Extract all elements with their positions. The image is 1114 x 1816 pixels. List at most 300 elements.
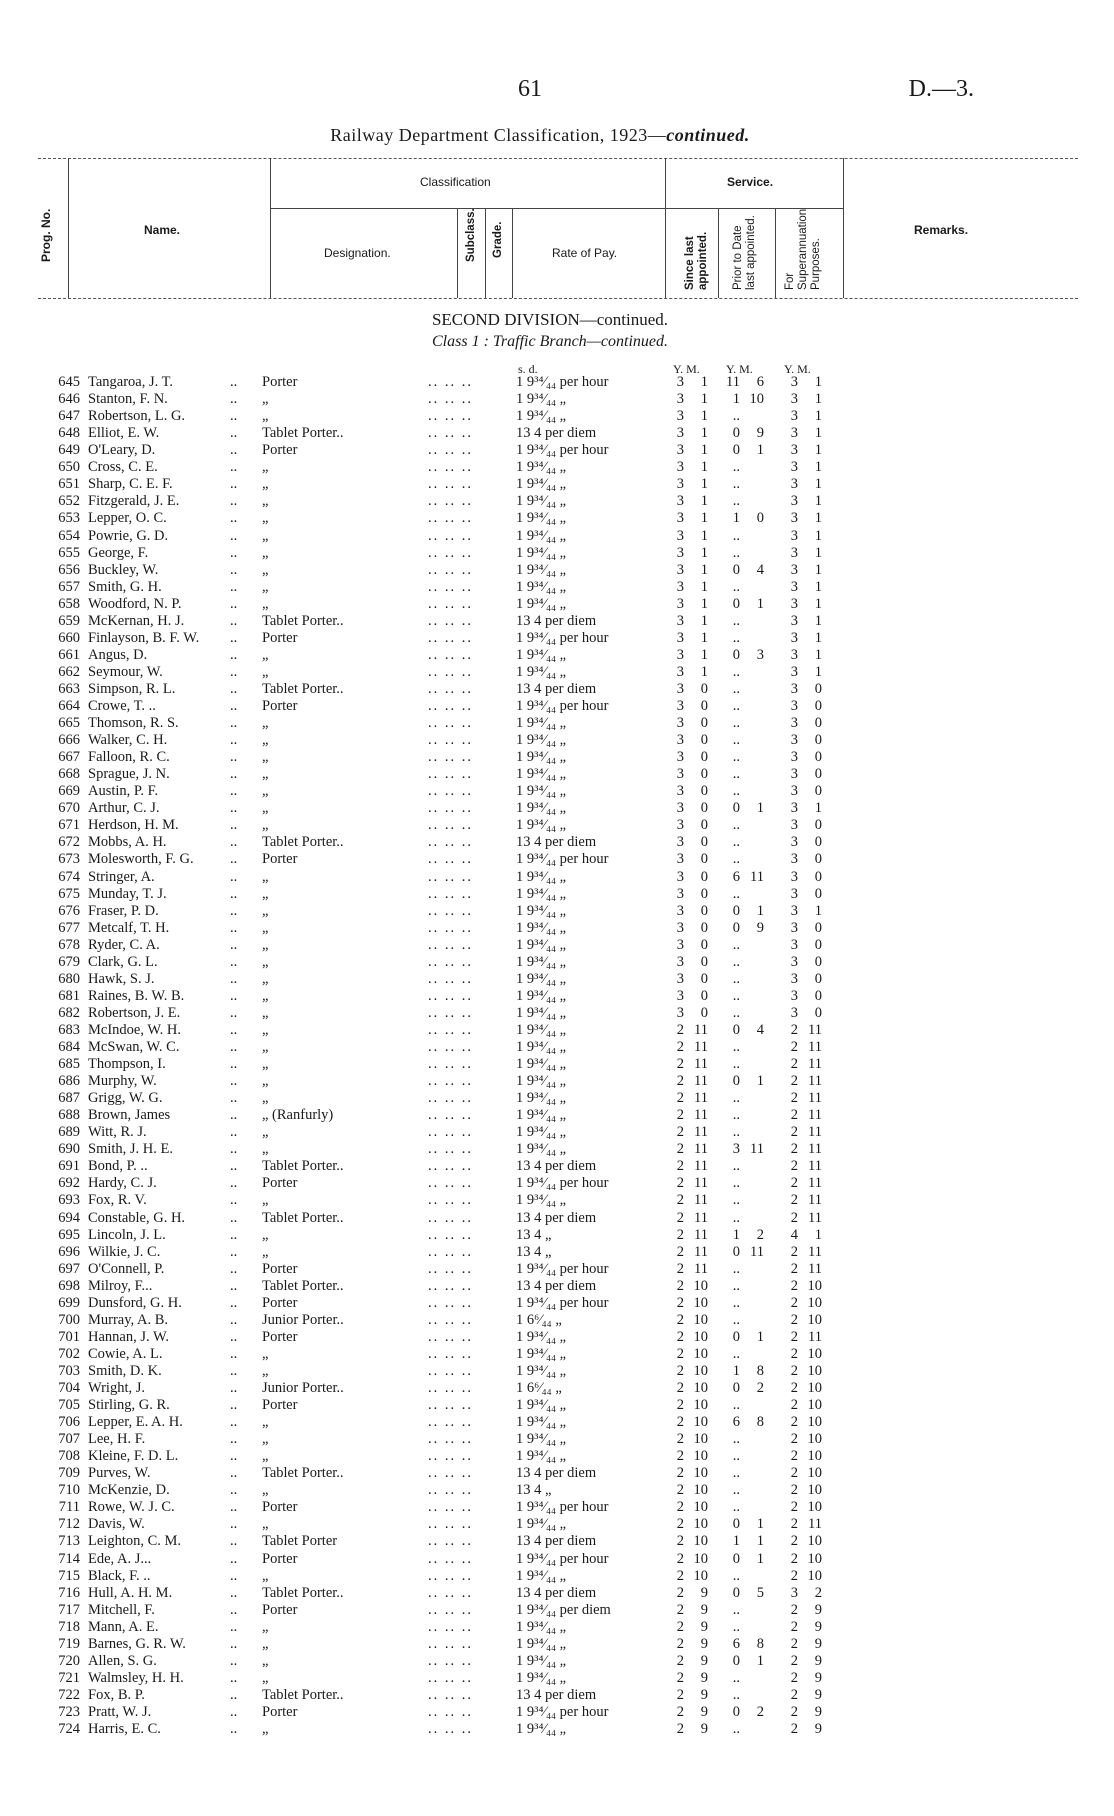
- designation-cell: „: [262, 970, 269, 987]
- prior-years-cell: ..: [732, 1192, 740, 1209]
- designation-cell: „: [262, 800, 269, 817]
- prog-cell: 654: [58, 527, 80, 544]
- prior-months-cell: 8: [756, 1414, 764, 1430]
- designation-cell: Porter: [262, 1550, 298, 1567]
- rate-of-pay-cell: 1 9³⁴⁄₄₄ „: [516, 1618, 567, 1635]
- leader-dots: .. .. ..: [428, 851, 473, 868]
- super-years-cell: 2: [790, 1345, 798, 1362]
- leader-dots: ..: [230, 578, 238, 595]
- prior-months-cell: 4: [756, 1021, 764, 1038]
- prog-cell: 701: [58, 1328, 80, 1345]
- since-years-cell: 2: [676, 1226, 684, 1243]
- since-months-cell: 10: [693, 1397, 708, 1413]
- super-years-cell: 3: [790, 885, 798, 902]
- rate-of-pay-cell: 1 9³⁴⁄₄₄ „: [516, 1107, 567, 1124]
- table-row: [0, 903, 1114, 920]
- prior-years-cell: ..: [732, 732, 740, 748]
- prog-cell: 663: [58, 680, 80, 697]
- since-years-cell: 3: [676, 374, 684, 390]
- since-years-cell: 3: [676, 493, 684, 510]
- since-months-cell: 11: [694, 1073, 708, 1090]
- prior-years-cell: ..: [732, 1004, 740, 1021]
- prior-years-cell: ..: [732, 851, 740, 868]
- name-cell: Wilkie, J. C.: [88, 1243, 161, 1260]
- prog-cell: 713: [58, 1533, 80, 1550]
- title-continued: continued.: [666, 125, 750, 145]
- table-row: [0, 1551, 1114, 1568]
- name-cell: Walker, C. H.: [88, 732, 168, 748]
- leader-dots: ..: [230, 987, 238, 1004]
- leader-dots: .. .. ..: [428, 800, 473, 817]
- designation-cell: Porter: [262, 374, 298, 390]
- super-years-cell: 3: [790, 680, 798, 697]
- prior-years-cell: ..: [732, 1158, 740, 1175]
- super-months-cell: 0: [814, 698, 822, 714]
- prior-years-cell: ..: [732, 1209, 740, 1226]
- col-divider: [843, 158, 844, 298]
- table-row: [0, 1141, 1114, 1158]
- name-cell: Grigg, W. G.: [88, 1090, 163, 1107]
- super-years-cell: 2: [790, 1618, 798, 1635]
- table-row: [0, 1022, 1114, 1039]
- since-years-cell: 2: [676, 1311, 684, 1328]
- prior-years-cell: ..: [732, 1175, 740, 1192]
- prior-years-cell: ..: [732, 1669, 740, 1686]
- name-cell: Munday, T. J.: [88, 885, 167, 902]
- prior-years-cell: ..: [732, 970, 740, 987]
- prior-years-cell: 0: [732, 1328, 740, 1345]
- prior-years-cell: 0: [732, 1073, 740, 1090]
- super-years-cell: 3: [790, 612, 798, 629]
- table-row: [0, 715, 1114, 732]
- prog-cell: 723: [58, 1703, 80, 1720]
- name-cell: Murray, A. B.: [88, 1311, 169, 1328]
- super-months-cell: 11: [808, 1107, 822, 1124]
- prior-years-cell: ..: [732, 1431, 740, 1448]
- name-cell: Hannan, J. W.: [88, 1328, 169, 1345]
- prior-years-cell: ..: [732, 1107, 740, 1124]
- prog-cell: 695: [58, 1226, 80, 1243]
- since-years-cell: 3: [676, 1004, 684, 1021]
- leader-dots: ..: [230, 1635, 238, 1652]
- name-cell: O'Leary, D.: [88, 442, 156, 459]
- table-row: [0, 1585, 1114, 1602]
- since-months-cell: 10: [693, 1294, 708, 1311]
- leader-dots: ..: [230, 442, 238, 459]
- super-months-cell: 11: [808, 1209, 822, 1226]
- prior-years-cell: 1: [732, 1226, 740, 1243]
- leader-dots: ..: [230, 1209, 238, 1226]
- leader-dots: ..: [230, 800, 238, 817]
- name-cell: Crowe, T. ..: [88, 698, 156, 714]
- prog-cell: 692: [58, 1175, 80, 1192]
- super-months-cell: 10: [807, 1345, 822, 1362]
- super-years-cell: 2: [790, 1499, 798, 1516]
- leader-dots: ..: [230, 1499, 238, 1516]
- super-years-cell: 4: [790, 1226, 798, 1243]
- table-row: [0, 1499, 1114, 1516]
- table-row: [0, 1619, 1114, 1636]
- leader-dots: .. .. ..: [428, 680, 473, 697]
- prior-years-cell: ..: [732, 663, 740, 680]
- super-months-cell: 11: [808, 1021, 822, 1038]
- col-divider: [457, 208, 458, 298]
- rate-of-pay-cell: 1 6⁶⁄₄₄ „: [516, 1380, 562, 1396]
- since-months-cell: 11: [694, 1141, 708, 1158]
- prog-cell: 703: [58, 1362, 80, 1379]
- super-months-cell: 1: [814, 391, 822, 408]
- leader-dots: ..: [230, 834, 238, 851]
- super-years-cell: 3: [790, 374, 798, 390]
- leader-dots: ..: [230, 1175, 238, 1192]
- name-cell: Raines, B. W. B.: [88, 987, 185, 1004]
- prior-months-cell: 8: [756, 1635, 764, 1652]
- super-years-cell: 3: [790, 425, 798, 442]
- designation-cell: „: [262, 663, 269, 680]
- since-months-cell: 0: [700, 885, 708, 902]
- super-months-cell: 11: [808, 1090, 822, 1107]
- since-months-cell: 11: [694, 1039, 708, 1055]
- since-unit-label: Y. M.: [673, 362, 700, 376]
- rate-of-pay-cell: 1 9³⁴⁄₄₄ „: [516, 817, 567, 834]
- designation-cell: „: [262, 1345, 269, 1362]
- prior-years-cell: ..: [732, 698, 740, 714]
- leader-dots: ..: [230, 1294, 238, 1311]
- name-cell: Thomson, R. S.: [88, 715, 179, 731]
- prior-years-cell: ..: [732, 817, 740, 834]
- leader-dots: .. .. ..: [428, 1601, 473, 1618]
- table-row: [0, 698, 1114, 715]
- super-months-cell: 0: [814, 885, 822, 902]
- rate-of-pay-cell: 13 4 „: [516, 1226, 552, 1243]
- prog-cell: 707: [58, 1431, 80, 1448]
- super-years-cell: 2: [790, 1669, 798, 1686]
- since-years-cell: 3: [676, 715, 684, 731]
- since-years-cell: 2: [676, 1328, 684, 1345]
- prog-cell: 670: [58, 800, 80, 817]
- since-months-cell: 1: [700, 476, 708, 493]
- prior-years-cell: 0: [732, 1550, 740, 1567]
- leader-dots: ..: [230, 1584, 238, 1601]
- leader-dots: .. .. ..: [428, 970, 473, 987]
- since-years-cell: 2: [676, 1039, 684, 1055]
- super-months-cell: 11: [808, 1516, 822, 1533]
- leader-dots: .. .. ..: [428, 1345, 473, 1362]
- rate-of-pay-cell: 1 9³⁴⁄₄₄ „: [516, 953, 567, 970]
- rate-of-pay-cell: 1 9³⁴⁄₄₄ „: [516, 987, 567, 1004]
- rate-of-pay-cell: 1 9³⁴⁄₄₄ „: [516, 1362, 567, 1379]
- super-months-cell: 0: [814, 715, 822, 731]
- super-years-cell: 2: [790, 1056, 798, 1072]
- prior-years-cell: ..: [732, 1567, 740, 1584]
- leader-dots: ..: [230, 1380, 238, 1396]
- leader-dots: ..: [230, 459, 238, 476]
- leader-dots: ..: [230, 1021, 238, 1038]
- table-row: [0, 596, 1114, 613]
- table-row: [0, 1295, 1114, 1312]
- leader-dots: .. .. ..: [428, 1056, 473, 1072]
- since-last-header: Since last appointed.: [684, 231, 709, 290]
- rate-of-pay-cell: 13 4 per diem: [516, 1277, 597, 1294]
- leader-dots: ..: [230, 1107, 238, 1124]
- leader-dots: ..: [230, 1345, 238, 1362]
- leader-dots: ..: [230, 1192, 238, 1209]
- table-row: [0, 442, 1114, 459]
- rate-of-pay-cell: 1 9³⁴⁄₄₄ „: [516, 1141, 567, 1158]
- super-months-cell: 1: [814, 527, 822, 544]
- since-years-cell: 3: [676, 868, 684, 885]
- table-row: [0, 1533, 1114, 1550]
- since-years-cell: 2: [676, 1431, 684, 1448]
- rate-of-pay-cell: 1 9³⁴⁄₄₄ „: [516, 715, 567, 731]
- super-months-cell: 11: [808, 1175, 822, 1192]
- since-months-cell: 10: [693, 1311, 708, 1328]
- since-years-cell: 2: [676, 1141, 684, 1158]
- since-years-cell: 3: [676, 442, 684, 459]
- name-cell: Falloon, R. C.: [88, 749, 170, 766]
- super-months-cell: 0: [814, 766, 822, 783]
- table-row: [0, 630, 1114, 647]
- designation-cell: „: [262, 459, 269, 476]
- name-cell: Pratt, W. J.: [88, 1703, 152, 1720]
- subclass-header: Subclass.: [465, 208, 477, 262]
- super-years-cell: 2: [790, 1380, 798, 1396]
- super-years-cell: 2: [790, 1652, 798, 1669]
- super-years-cell: 3: [790, 783, 798, 800]
- table-row: [0, 783, 1114, 800]
- service-header: Service.: [727, 175, 774, 189]
- table-row: [0, 1210, 1114, 1227]
- prog-cell: 706: [58, 1414, 80, 1430]
- super-years-cell: 3: [790, 1584, 798, 1601]
- since-months-cell: 1: [700, 459, 708, 476]
- table-row: [0, 937, 1114, 954]
- leader-dots: .. .. ..: [428, 1192, 473, 1209]
- rate-of-pay-cell: 13 4 per diem: [516, 1209, 597, 1226]
- since-months-cell: 1: [700, 663, 708, 680]
- super-months-cell: 1: [814, 510, 822, 527]
- title-main: Railway Department Classification, 1923—: [330, 125, 667, 145]
- since-years-cell: 2: [676, 1686, 684, 1703]
- name-cell: Brown, James: [88, 1107, 171, 1124]
- prior-years-cell: ..: [732, 1124, 740, 1141]
- designation-cell: „: [262, 885, 269, 902]
- name-cell: Lincoln, J. L.: [88, 1226, 166, 1243]
- designation-cell: „: [262, 510, 269, 527]
- prior-months-cell: 11: [750, 868, 764, 885]
- leader-dots: .. .. ..: [428, 1021, 473, 1038]
- prior-months-cell: 1: [756, 442, 764, 459]
- super-years-cell: 2: [790, 1277, 798, 1294]
- rate-of-pay-cell: 13 4 per diem: [516, 1686, 597, 1703]
- prog-cell: 662: [58, 663, 80, 680]
- prog-cell: 698: [58, 1277, 80, 1294]
- designation-cell: Porter: [262, 629, 298, 646]
- since-months-cell: 11: [694, 1260, 708, 1277]
- prior-years-cell: 0: [732, 1243, 740, 1260]
- since-months-cell: 0: [700, 902, 708, 919]
- super-months-cell: 9: [814, 1703, 822, 1720]
- leader-dots: .. .. ..: [428, 885, 473, 902]
- prog-cell: 667: [58, 749, 80, 766]
- since-years-cell: 2: [676, 1380, 684, 1396]
- name-cell: Ryder, C. A.: [88, 936, 160, 953]
- rate-of-pay-cell: 1 9³⁴⁄₄₄ per hour: [516, 1294, 609, 1311]
- name-cell: Wright, J.: [88, 1380, 146, 1396]
- super-years-cell: 3: [790, 493, 798, 510]
- super-years-cell: 2: [790, 1294, 798, 1311]
- prior-years-cell: 6: [732, 1635, 740, 1652]
- super-months-cell: 10: [807, 1397, 822, 1413]
- prior-months-cell: 1: [756, 1516, 764, 1533]
- rate-of-pay-cell: 1 9³⁴⁄₄₄ „: [516, 1397, 567, 1413]
- super-months-cell: 0: [814, 868, 822, 885]
- col-divider: [68, 158, 69, 298]
- leader-dots: ..: [230, 1073, 238, 1090]
- table-row: [0, 1670, 1114, 1687]
- since-months-cell: 9: [700, 1703, 708, 1720]
- rate-of-pay-cell: 1 9³⁴⁄₄₄ „: [516, 783, 567, 800]
- since-months-cell: 9: [700, 1584, 708, 1601]
- header-mid-rule: [270, 208, 843, 209]
- since-years-cell: 3: [676, 766, 684, 783]
- leader-dots: ..: [230, 1039, 238, 1055]
- name-cell: Constable, G. H.: [88, 1209, 186, 1226]
- prog-cell: 683: [58, 1021, 80, 1038]
- since-months-cell: 0: [700, 715, 708, 731]
- since-months-cell: 9: [700, 1686, 708, 1703]
- prior-years-cell: 0: [732, 1516, 740, 1533]
- super-years-cell: 3: [790, 629, 798, 646]
- leader-dots: .. .. ..: [428, 1243, 473, 1260]
- col-divider: [775, 208, 776, 298]
- rate-of-pay-cell: 1 9³⁴⁄₄₄ „: [516, 800, 567, 817]
- leader-dots: .. .. ..: [428, 595, 473, 612]
- super-years-cell: 3: [790, 663, 798, 680]
- prior-months-cell: 2: [756, 1380, 764, 1396]
- since-months-cell: 0: [700, 970, 708, 987]
- super-months-cell: 1: [814, 800, 822, 817]
- super-years-cell: 3: [790, 800, 798, 817]
- leader-dots: .. .. ..: [428, 1141, 473, 1158]
- leader-dots: ..: [230, 953, 238, 970]
- leader-dots: ..: [230, 851, 238, 868]
- table-row: [0, 800, 1114, 817]
- table-row: [0, 1346, 1114, 1363]
- super-months-cell: 10: [807, 1362, 822, 1379]
- leader-dots: ..: [230, 1669, 238, 1686]
- table-row: [0, 1175, 1114, 1192]
- leader-dots: .. .. ..: [428, 1669, 473, 1686]
- super-months-cell: 9: [814, 1618, 822, 1635]
- super-years-cell: 3: [790, 544, 798, 561]
- name-cell: Metcalf, T. H.: [88, 919, 170, 936]
- designation-cell: Tablet Porter..: [262, 1158, 344, 1175]
- since-months-cell: 0: [700, 749, 708, 766]
- prog-cell: 722: [58, 1686, 80, 1703]
- leader-dots: .. .. ..: [428, 919, 473, 936]
- leader-dots: ..: [230, 1056, 238, 1072]
- super-years-cell: 2: [790, 1550, 798, 1567]
- leader-dots: ..: [230, 970, 238, 987]
- since-years-cell: 3: [676, 680, 684, 697]
- table-row: [0, 988, 1114, 1005]
- since-years-cell: 2: [676, 1721, 684, 1737]
- super-months-cell: 0: [814, 834, 822, 851]
- leader-dots: ..: [230, 1243, 238, 1260]
- prior-years-cell: 11: [726, 374, 740, 390]
- designation-cell: Tablet Porter..: [262, 1686, 344, 1703]
- prior-years-cell: 1: [732, 391, 740, 408]
- leader-dots: .. .. ..: [428, 732, 473, 748]
- leader-dots: ..: [230, 885, 238, 902]
- prog-cell: 718: [58, 1618, 80, 1635]
- table-row: [0, 886, 1114, 903]
- super-months-cell: 10: [807, 1294, 822, 1311]
- super-years-cell: 2: [790, 1465, 798, 1482]
- super-years-cell: 3: [790, 953, 798, 970]
- table-row: [0, 1227, 1114, 1244]
- rate-of-pay-cell: 1 9³⁴⁄₄₄ per hour: [516, 1499, 609, 1516]
- since-years-cell: 3: [676, 561, 684, 578]
- prog-cell: 691: [58, 1158, 80, 1175]
- superannuation-header: For Superannuation Purposes.: [784, 208, 822, 290]
- prior-months-cell: 5: [756, 1584, 764, 1601]
- super-years-cell: 3: [790, 766, 798, 783]
- name-cell: Robertson, J. E.: [88, 1004, 181, 1021]
- since-years-cell: 3: [676, 527, 684, 544]
- prior-years-cell: ..: [732, 1448, 740, 1465]
- super-years-cell: 2: [790, 1567, 798, 1584]
- leader-dots: .. .. ..: [428, 1158, 473, 1175]
- leader-dots: ..: [230, 374, 238, 390]
- since-months-cell: 1: [700, 561, 708, 578]
- name-cell: Fraser, P. D.: [88, 902, 159, 919]
- since-years-cell: 2: [676, 1601, 684, 1618]
- prog-cell: 697: [58, 1260, 80, 1277]
- prog-cell: 645: [58, 374, 80, 390]
- leader-dots: .. .. ..: [428, 374, 473, 390]
- since-years-cell: 3: [676, 629, 684, 646]
- since-months-cell: 10: [693, 1465, 708, 1482]
- designation-cell: „: [262, 1414, 269, 1430]
- classification-header: Classification: [420, 175, 491, 189]
- super-months-cell: 11: [808, 1243, 822, 1260]
- super-years-cell: 2: [790, 1328, 798, 1345]
- designation-cell: Junior Porter..: [262, 1311, 344, 1328]
- prior-years-cell: 0: [732, 646, 740, 663]
- super-years-cell: 2: [790, 1431, 798, 1448]
- name-cell: Arthur, C. J.: [88, 800, 160, 817]
- designation-cell: Tablet Porter..: [262, 1584, 344, 1601]
- table-row: [0, 834, 1114, 851]
- since-months-cell: 1: [700, 493, 708, 510]
- name-cell: Stringer, A.: [88, 868, 155, 885]
- designation-cell: Porter: [262, 1328, 298, 1345]
- super-months-cell: 10: [807, 1311, 822, 1328]
- prior-years-cell: ..: [732, 1039, 740, 1055]
- table-row: [0, 1721, 1114, 1738]
- since-years-cell: 2: [676, 1567, 684, 1584]
- super-years-cell: 3: [790, 749, 798, 766]
- rate-of-pay-cell: 1 9³⁴⁄₄₄ „: [516, 885, 567, 902]
- prior-years-cell: ..: [732, 1345, 740, 1362]
- name-cell: Stanton, F. N.: [88, 391, 168, 408]
- prior-unit-label: Y. M.: [726, 362, 753, 376]
- rate-of-pay-cell: 13 4 per diem: [516, 1584, 597, 1601]
- prior-months-cell: 9: [756, 425, 764, 442]
- prior-months-cell: 1: [756, 1073, 764, 1090]
